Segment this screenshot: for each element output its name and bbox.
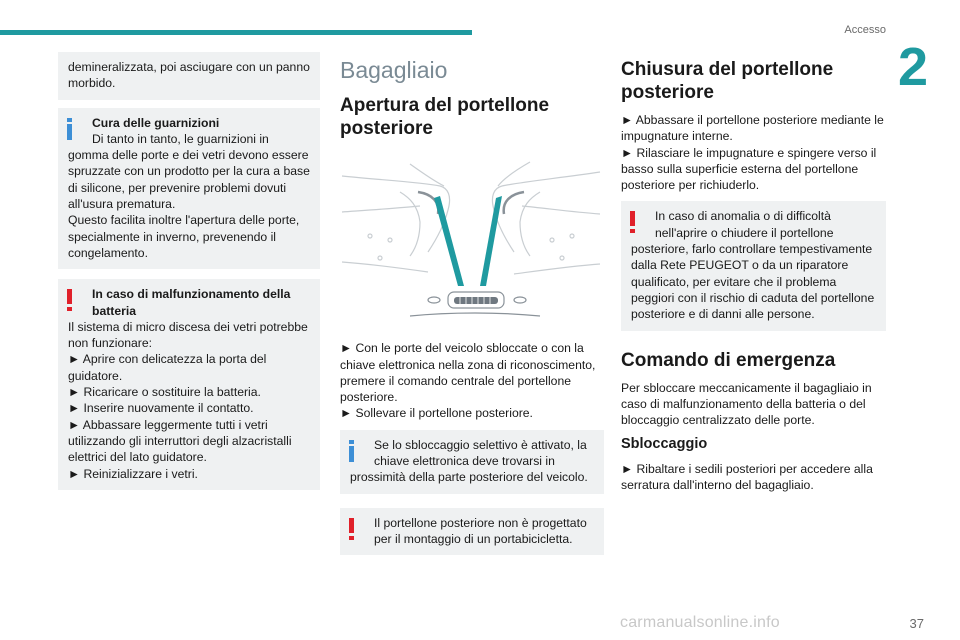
warning-box-bike-rack — [340, 508, 604, 556]
chapter-number: 2 — [898, 37, 929, 97]
column-3 — [621, 52, 886, 501]
subsection-heading: Chiusura del portellone posteriore — [621, 59, 834, 103]
info-lead: Se lo sbloccaggio selettivo è attivato, la chiave elettronica deve trovarsi in — [374, 437, 587, 469]
info-text-2: Questo facilita inoltre l'apertura delle porte, specialmente in inverno, prevenendo il congelamento. — [68, 213, 300, 260]
sub-subsection-heading: Sbloccaggio — [621, 436, 708, 453]
info-title: Cura delle guarnizioni — [92, 115, 220, 130]
warning-step: ► Ricaricare o sostituire la batteria. — [68, 385, 261, 400]
warning-title: In caso di malfunzionamento della batteria — [92, 287, 291, 318]
warning-icon — [66, 289, 74, 311]
warning-step: ► Reinizializzare i vetri. — [68, 466, 198, 481]
warning-icon — [348, 518, 356, 540]
emergency-description: Per sbloccare meccanicamente il bagagliaio in caso di malfunzionamento della batteria o del bloccaggio centralizzato delle porte. — [621, 380, 872, 428]
step-press-button: ► Con le porte del veicolo sbloccate o con la chiave elettronica nella zona di riconoscimento, premere il comando centrale del portellone posteriore. — [340, 341, 596, 405]
warning-text: Il sistema di micro discesa dei vetri potrebbe non funzionare: — [68, 319, 308, 351]
tailgate-handle-illustration — [340, 152, 602, 322]
note-box — [58, 52, 320, 100]
warning-text: posteriore, farlo controllare tempestivamente dalla Rete PEUGEOT o da un riparatore qualificato, per evitare che il problema peggiori con il rischio di caduta del portellone posteriore e di danni alle persone. — [631, 242, 875, 322]
warning-box-malfunction — [621, 201, 886, 330]
column-2 — [340, 52, 604, 563]
section-heading: Bagagliaio — [340, 57, 448, 83]
warning-step: ► Abbassare leggermente tutti i vetri utilizzando gli interruttori degli alzacristalli elettrici del lato guidatore. — [68, 417, 292, 465]
header-accent-bar — [0, 30, 472, 35]
warning-lead: Il portellone posteriore non è progettato per il montaggio di un portabicicletta. — [374, 515, 587, 546]
step-lift-tailgate: ► Sollevare il portellone posteriore. — [340, 406, 533, 421]
warning-step: ► Inserire nuovamente il contatto. — [68, 401, 254, 416]
subsection-heading-emergency: Comando di emergenza — [621, 349, 836, 371]
page-number: 37 — [909, 616, 924, 631]
warning-box-battery — [58, 279, 320, 490]
info-box-selective-unlock — [340, 430, 604, 494]
info-icon — [66, 118, 74, 140]
subsection-heading: Apertura del portellone posteriore — [340, 95, 550, 139]
warning-icon — [629, 211, 637, 233]
step-push-tailgate: ► Rilasciare le impugnature e spingere verso il basso sulla superficie esterna del portellone posteriore per richiuderlo. — [621, 145, 877, 193]
warning-step: ► Aprire con delicatezza la porta del guidatore. — [68, 352, 267, 383]
step-fold-seats: ► Ribaltare i sedili posteriori per accedere alla serratura dall'interno del bagagliaio. — [621, 461, 873, 493]
info-box-seals — [58, 108, 320, 270]
column-1 — [58, 52, 320, 498]
section-title: Accesso — [844, 24, 886, 36]
step-lower-tailgate: ► Abbassare il portellone posteriore mediante le impugnature interne. — [621, 113, 884, 144]
info-text: gomma delle porte e dei vetri devono essere spruzzate con un prodotto per la cura a base di silicone, per prevenire problemi dovuti all'usura prematura. — [68, 148, 310, 212]
watermark: carmanualsonline.info — [620, 614, 780, 631]
info-text: prossimità della parte posteriore del veicolo. — [350, 470, 588, 485]
info-lead: Di tanto in tanto, le guarnizioni in — [92, 131, 269, 146]
warning-lead: In caso di anomalia o di difficoltà nell'aprire o chiudere il portellone — [655, 209, 834, 240]
info-icon — [348, 440, 356, 462]
note-text: demineralizzata, poi asciugare con un panno morbido. — [68, 60, 310, 91]
